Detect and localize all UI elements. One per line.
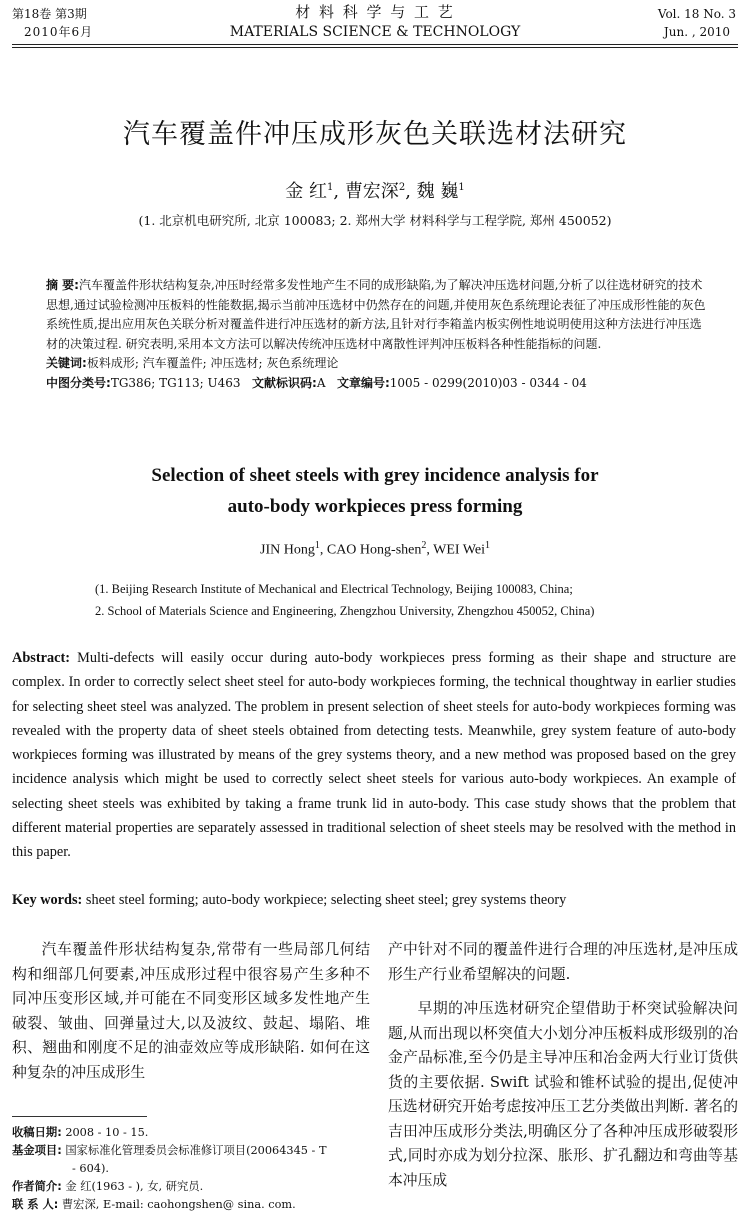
en-affiliation-line2: 2. School of Materials Science and Engineering, Zhengzhou University, Zhengzhou 450052, China): [95, 604, 595, 618]
cn-class-text: TG386; TG113; U463: [110, 375, 241, 390]
body-right-paragraph-1: 产中针对不同的覆盖件进行合理的冲压选材,是冲压成形生产行业希望解决的问题.: [388, 941, 738, 983]
footnote-fund: 基金项目: 国家标准化管理委员会标准修订项目(20064345 - T: [12, 1144, 327, 1157]
en-title-line2: auto-body workpieces press forming: [227, 496, 523, 517]
en-keywords: [12, 892, 566, 909]
en-keywords-text: sheet steel forming; auto-body workpiece; selecting sheet steel; grey systems theory: [85, 892, 567, 908]
journal-title-en: MATERIALS SCIENCE & TECHNOLOGY: [229, 24, 521, 40]
footnote-rule: [12, 1116, 147, 1117]
body-left-paragraph: 汽车覆盖件形状结构复杂,常带有一些局部几何结构和细部几何要素,冲压成形过程中很容易产生多种不同冲压变形区域,并可能在不同变形区域多发性地产生破裂、皱曲、回弹量过大,以及波纹、鼓起、塌陷、堆积、翘曲和刚度不足的油壶效应等成形缺陷. 如何在这种复杂的冲压成形生: [12, 941, 370, 1081]
header-rule: [12, 44, 738, 45]
en-affiliation-line1: (1. Beijing Research Institute of Mechanical and Electrical Technology, Beijing 100083, China;: [95, 582, 573, 596]
en-author-2: CAO Hong-shen: [326, 542, 422, 558]
cn-abstract-text: 汽车覆盖件形状结构复杂,冲压时经常多发性地产生不同的成形缺陷,为了解决冲压选材问题,分析了以往选材研究的技术思想,通过试验检测冲压板料的性能数据,揭示当前冲压选材中仍然存在的问题,并使用灰色系统理论表征了冲压成形性能的灰色系统性质,提出应用灰色关联分析对覆盖件进行冲压选材的新方法,且针对行李箱盖内板实例性地说明使用这种方法进行冲压选材的决策过程. 研究表明,采用本文方法可以解决传统冲压选材中离散性评判冲压板料各种性能指标的问题.: [46, 278, 706, 351]
en-author-3: WEI Wei: [433, 542, 485, 558]
cn-affiliation: (1. 北京机电研究所, 北京 100083; 2. 郑州大学 材料科学与工程学院, 郑州 450052): [138, 213, 612, 228]
en-title: [0, 460, 750, 522]
en-authors: JIN Hong$^1$, CAO Hong-shen$^2$, WEI Wei$^1$: [260, 540, 490, 558]
footnote-received: 收稿日期: 2008 - 10 - 15.: [12, 1126, 149, 1139]
cn-author-1: 金 红: [285, 181, 327, 202]
header-date: 2010年6月: [24, 25, 94, 39]
footnotes: [12, 1124, 372, 1214]
en-keywords-label: Key words:: [12, 892, 83, 908]
cn-doc-text: A: [316, 375, 326, 390]
cn-abstract-label: 摘 要:: [46, 278, 79, 292]
cn-article-text: 1005 - 0299(2010)03 - 0344 - 04: [389, 375, 587, 390]
body-right-paragraph-2: 早期的冲压选材研究企望借助于杯突试验解决问题,从而出现以杯突值大小划分冲压板料成形级别的冶金产品标准,至今仍是主导冲压和冶金两大行业订货供货的主要依据. Swift 试验和锥杯试验的提出,促使冲压选材研究开始考虑按冲压工艺分类做出判断. 著名的吉田冲压成形分类法,明确区分了各种冲压成形破裂形式,同时亦成为划分拉深、胀形、扩孔翻边和弯曲等基本冲压成: [388, 1000, 738, 1189]
cn-authors: 金 红$^1$, 曹宏深$^2$, 魏 巍$^1$: [285, 181, 465, 202]
en-abstract: [12, 646, 736, 865]
cn-author-3: 魏 巍: [416, 181, 459, 202]
footnote-fund-cont: - 604).: [72, 1162, 109, 1175]
cn-class-label: 中图分类号:: [46, 375, 111, 390]
body-right-column: [388, 938, 738, 1193]
header-date-en: Jun. , 2010: [663, 25, 730, 39]
cn-abstract: [46, 276, 706, 393]
footnote-contact: 联 系 人: 曹宏深, E-mail: caohongshen@ sina. com.: [12, 1198, 296, 1211]
cn-keywords-label: 关键词:: [46, 356, 87, 370]
cn-doc-label: 文献标识码:: [252, 375, 317, 390]
en-abstract-label: Abstract:: [12, 650, 70, 666]
en-title-line1: Selection of sheet steels with grey incidence analysis for: [151, 465, 599, 486]
en-author-1: JIN Hong: [260, 542, 315, 558]
footnote-author: 作者简介: 金 红(1963 - ), 女, 研究员.: [12, 1180, 204, 1193]
header-vol-no: Vol. 18 No. 3: [657, 7, 736, 21]
body-left-column: [12, 938, 370, 1085]
en-abstract-text: Multi-defects will easily occur during auto-body workpieces press forming as their shape and structure are complex. In order to correctly select sheet steel for auto-body workpieces forming, the technical thoughtway in earlier studies for selecting sheet steel was analyzed. The problem in present selection of sheet steels for auto-body workpieces forming was revealed with the property data of sheet steels obtained from detecting tests. Meanwhile, grey system feature of auto-body workpieces forming was illustrated by means of the grey systems theory, and a new method was proposed based on the grey incidence analysis which might be used to correctly select sheet steels for various auto-body workpieces. An example of selecting sheet steels was exhibited by taking a frame trunk lid in auto-body. This case study shows that the problem that different material properties are separately assessed in traditional selection of sheet steels may be resolved with the method in this paper.: [12, 650, 736, 861]
header-rule-second: [12, 47, 738, 48]
cn-author-2: 曹宏深: [344, 181, 399, 202]
journal-title-cn: 材 料 科 学 与 工 艺: [295, 3, 455, 21]
header-volume-issue: 第18卷 第3期: [12, 7, 87, 21]
cn-article-label: 文章编号:: [336, 375, 390, 390]
cn-title: 汽车覆盖件冲压成形灰色关联选材法研究: [123, 119, 627, 150]
cn-keywords-text: 板料成形; 汽车覆盖件; 冲压选材; 灰色系统理论: [86, 356, 339, 370]
